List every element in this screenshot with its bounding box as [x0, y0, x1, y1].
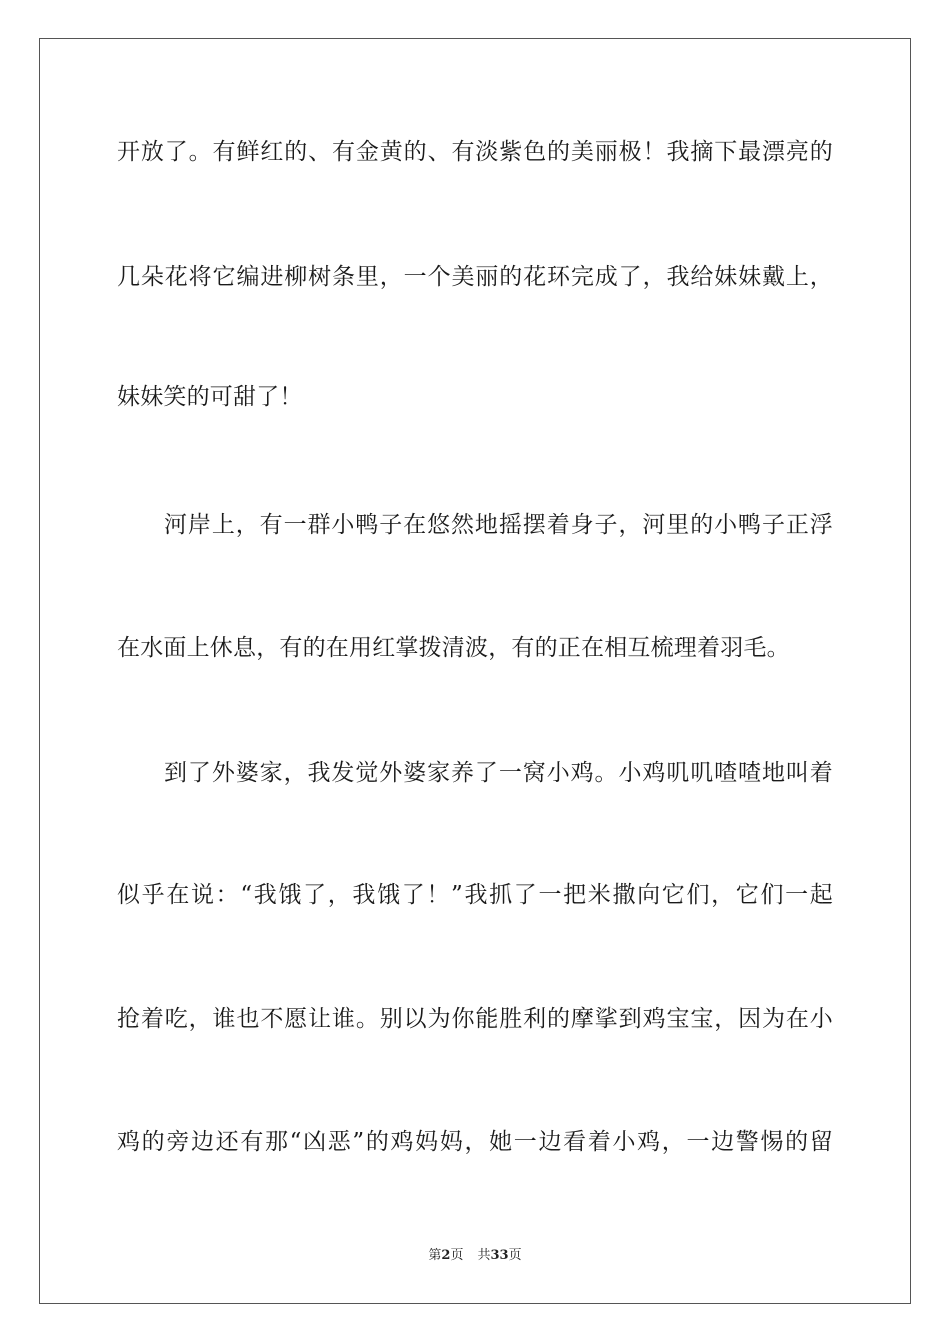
- paragraph-line-9: 鸡的旁边还有那“凶恶”的鸡妈妈，她一边看着小鸡，一边警惕的留: [117, 1129, 833, 1155]
- paragraph-line-1: 开放了。有鲜红的、有金黄的、有淡紫色的美丽极！我摘下最漂亮的: [117, 139, 833, 165]
- page-footer: [0, 1247, 950, 1265]
- current-page-number: 2: [441, 1248, 451, 1263]
- page-border: [39, 38, 911, 1304]
- page-prefix: 第: [428, 1248, 442, 1263]
- total-prefix: 共: [477, 1248, 491, 1263]
- paragraph-line-6: 到了外婆家，我发觉外婆家养了一窝小鸡。小鸡叽叽喳喳地叫着: [164, 760, 833, 786]
- paragraph-line-7: 似乎在说：“我饿了，我饿了！”我抓了一把米撒向它们，它们一起: [117, 882, 833, 908]
- paragraph-line-4: 河岸上，有一群小鸭子在悠然地摇摆着身子，河里的小鸭子正浮: [164, 512, 833, 538]
- paragraph-line-3: 妹妹笑的可甜了！: [117, 384, 303, 410]
- paragraph-line-5: 在水面上休息，有的在用红掌拨清波，有的正在相互梳理着羽毛。: [117, 635, 790, 661]
- total-suffix: 页: [508, 1248, 522, 1263]
- paragraph-line-8: 抢着吃，谁也不愿让谁。别以为你能胜利的摩挲到鸡宝宝，因为在小: [117, 1006, 833, 1032]
- page-suffix: 页: [450, 1248, 464, 1263]
- paragraph-line-2: 几朵花将它编进柳树条里，一个美丽的花环完成了，我给妹妹戴上，: [117, 264, 833, 290]
- total-page-number: 33: [490, 1248, 509, 1263]
